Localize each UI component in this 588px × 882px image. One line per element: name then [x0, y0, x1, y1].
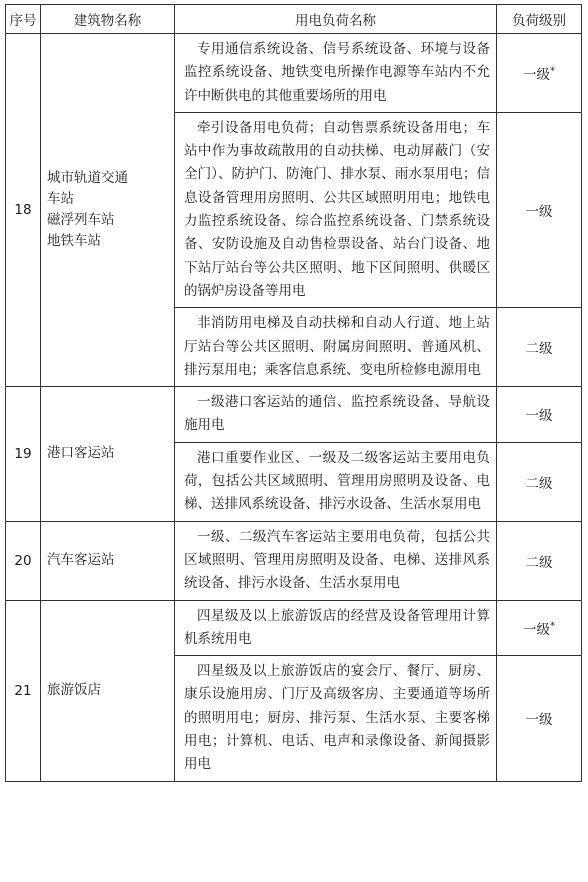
table-row [6, 34, 582, 113]
table-row [6, 387, 582, 443]
load-name-cell [175, 521, 497, 600]
load-grade-cell [497, 112, 582, 307]
building-name [41, 680, 174, 701]
building-name-cell [41, 521, 175, 600]
building-name-line: 车站 [47, 191, 74, 208]
load-description: 四星级及以上旅游饭店的宴会厅、餐厅、厨房、康乐设施用房、门厅及高级客房、主要通道等场所的照明用电；厨房、排污泵、生活水泵、主要客梯用电；计算机、电话、电声和录像设备、新闻摄影用电 [184, 663, 490, 773]
load-grade: 二级 [525, 475, 553, 492]
load-grade-cell [497, 308, 582, 387]
building-name-line: 汽车客运站 [47, 552, 115, 569]
row-number: 21 [6, 600, 41, 781]
row-number: 19 [6, 387, 41, 521]
table-body [6, 34, 582, 782]
load-grade: 二级 [525, 554, 553, 571]
building-name-line: 旅游饭店 [47, 682, 101, 699]
load-description: 专用通信系统设备、信号系统设备、环境与设备监控系统设备、地铁变电所操作电源等车站内不允许中断供电的其他重要场所的用电 [184, 41, 490, 104]
building-name-line: 地铁车站 [47, 233, 101, 250]
table-row [6, 600, 582, 656]
load-description: 港口重要作业区、一级及二级客运站主要用电负荷，包括公共区域照明、管理用房照明及设备、电梯、送排风系统设备、排污水设备、生活水泵用电 [184, 449, 490, 513]
header-grade: 负荷级别 [497, 5, 582, 34]
building-name-cell [41, 387, 175, 521]
grade-footnote-mark: * [550, 620, 555, 632]
building-name-cell [41, 600, 175, 781]
building-name-line: 磁浮列车站 [47, 212, 115, 229]
load-name-cell [175, 656, 497, 781]
load-description: 四星级及以上旅游饭店的经营及设备管理用计算机系统用电 [184, 607, 490, 647]
load-grade: 二级 [525, 341, 553, 358]
building-name-cell [41, 34, 175, 387]
header-no: 序号 [6, 5, 41, 34]
load-grade: 一级 [523, 66, 550, 83]
header-building: 建筑物名称 [41, 5, 175, 34]
load-name-cell [175, 387, 497, 443]
load-name-cell [175, 112, 497, 307]
header-load: 用电负荷名称 [175, 5, 497, 34]
building-name [41, 168, 174, 252]
load-grade-cell [497, 600, 582, 656]
load-name-cell [175, 600, 497, 656]
load-description: 一级、二级汽车客运站主要用电负荷，包括公共区域照明、管理用房照明及设备、电梯、送排风系统设备、排污水设备、生活水泵用电 [184, 528, 490, 592]
load-description: 一级港口客运站的通信、监控系统设备、导航设施用电 [184, 394, 490, 434]
load-grade: 一级 [525, 408, 553, 425]
load-grade: 一级 [523, 621, 550, 638]
building-name-line: 港口客运站 [47, 445, 115, 462]
load-grade: 一级 [525, 204, 553, 221]
load-grade-cell [497, 656, 582, 781]
load-name-cell [175, 34, 497, 113]
load-name-cell [175, 442, 497, 521]
load-grade-cell [497, 442, 582, 521]
load-grade-cell [497, 34, 582, 113]
load-grade: 一级 [525, 712, 553, 729]
building-name [41, 443, 174, 464]
load-name-cell [175, 308, 497, 387]
load-description: 牵引设备用电负荷；自动售票系统设备用电；车站中作为事故疏散用的自动扶梯、电动屏蔽门（安全门）、防护门、防淹门、排水泵、雨水泵用电；信息设备管理用房照明、公共区域照明用电；地铁电力监控系统设备、综合监控系统设备、门禁系统设备、安防设施及自动售检票设备、站台门设备、地下站厅站台等公共区照明、地下区间照明、供暖区的锅炉房设备等用电 [184, 119, 490, 299]
building-name [41, 550, 174, 571]
load-description: 非消防用电梯及自动扶梯和自动人行道、地上站厅站台等公共区照明、附属房间照明、普通风机、排污泵用电；乘客信息系统、变电所检修电源用电 [184, 315, 490, 378]
load-grade-table [5, 4, 582, 782]
load-grade-cell [497, 521, 582, 600]
row-number: 18 [6, 34, 41, 387]
grade-footnote-mark: * [550, 65, 555, 77]
row-number: 20 [6, 521, 41, 600]
load-grade-cell [497, 387, 582, 443]
building-name-line: 城市轨道交通 [47, 170, 128, 187]
table-row [6, 521, 582, 600]
table-header-row [6, 5, 582, 34]
